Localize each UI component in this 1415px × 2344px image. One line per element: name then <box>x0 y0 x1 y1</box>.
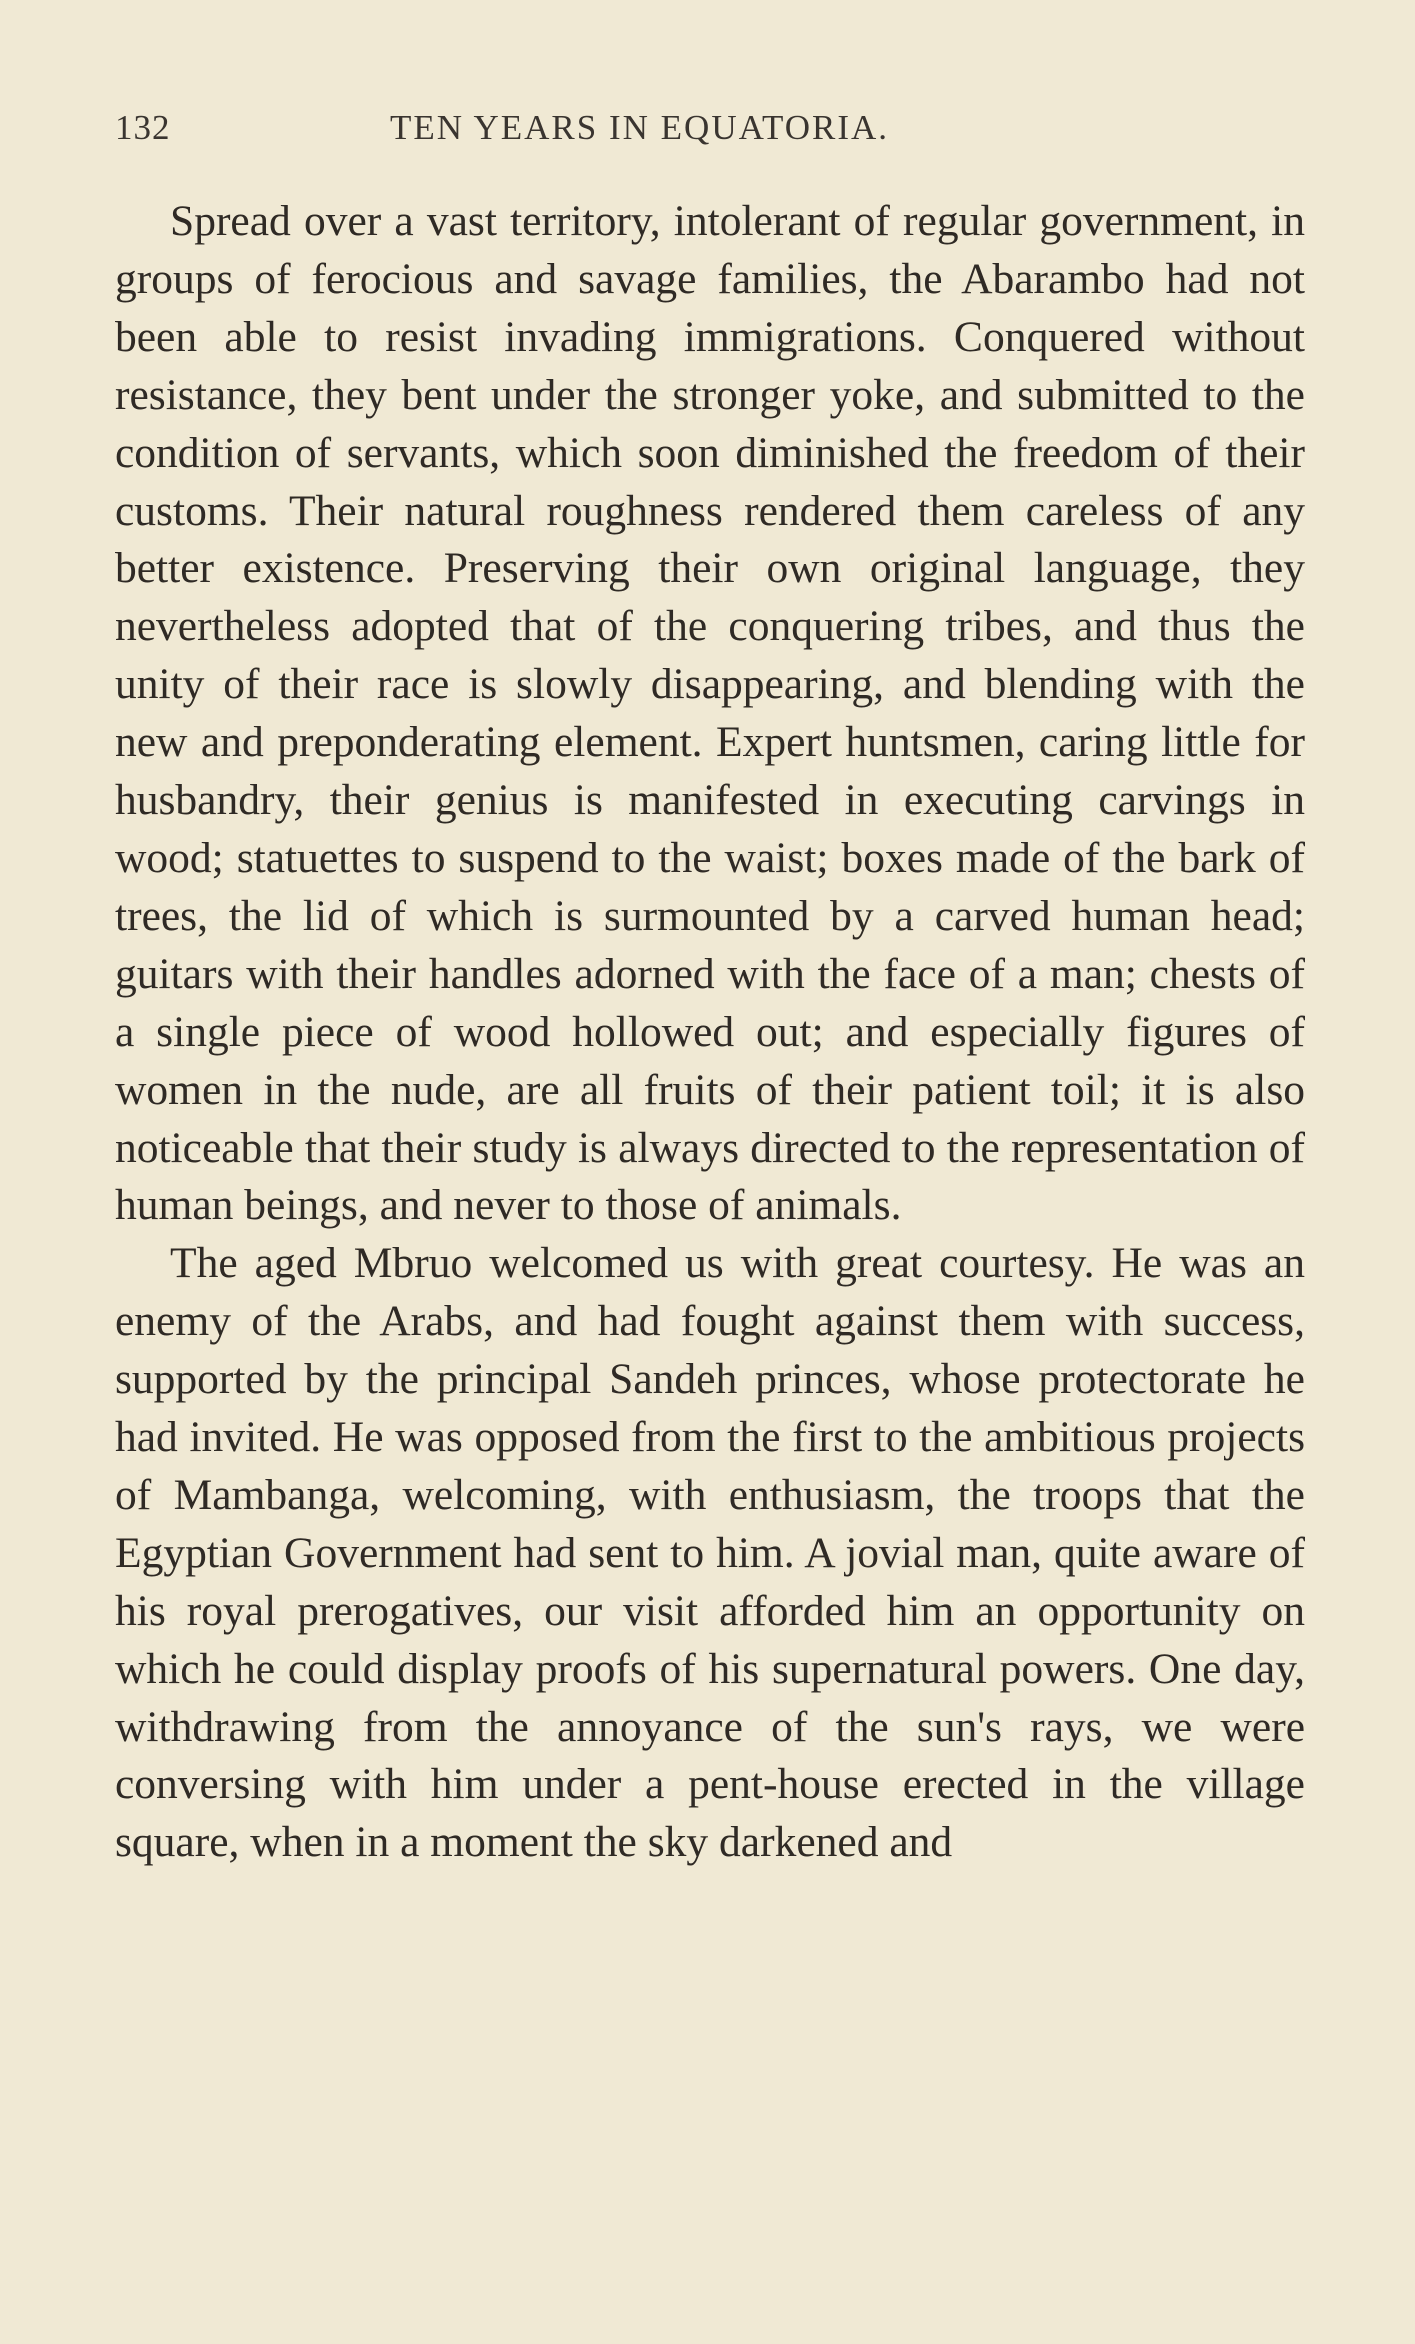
paragraph-abarambo: Spread over a vast territory, intolerant of regular government, in groups of ferocious and savage families, the Abarambo had not been able to resist invading immigrations. Conquered without resistance, they bent under the stronger yoke, and submitted to the condition of servants, which soon diminished the freedom of their customs. Their natural roughness rendered them careless of any better existence. Preserving their own original language, they nevertheless adopted that of the conquering tribes, and thus the unity of their race is slowly disappearing, and blending with the new and preponderating element. Expert huntsmen, caring little for husbandry, their genius is manifested in executing carvings in wood; statuettes to suspend to the waist; boxes made of the bark of trees, the lid of which is surmounted by a carved human head; guitars with their handles adorned with the face of a man; chests of a single piece of wood hollowed out; and especially figures of women in the nude, are all fruits of their patient toil; it is also noticeable that their study is always directed to the representation of human beings, and never to those of animals. <box>115 197 1305 1230</box>
body-text <box>115 193 1305 1872</box>
page-number: 132 <box>115 108 171 147</box>
running-head <box>115 108 1315 158</box>
running-title: TEN YEARS IN EQUATORIA. <box>390 108 890 147</box>
paragraph-mbruo: The aged Mbruo welcomed us with great courtesy. He was an enemy of the Arabs, and had fought against them with success, supported by the principal Sandeh princes, whose protectorate he had invited. He was opposed from the first to the ambitious projects of Mambanga, welcoming, with enthusiasm, the troops that the Egyptian Government had sent to him. A jovial man, quite aware of his royal prerogatives, our visit afforded him an opportunity on which he could display proofs of his supernatural powers. One day, withdrawing from the annoyance of the sun's rays, we were conversing with him under a pent-house erected in the village square, when in a moment the sky darkened and <box>115 1239 1305 1867</box>
